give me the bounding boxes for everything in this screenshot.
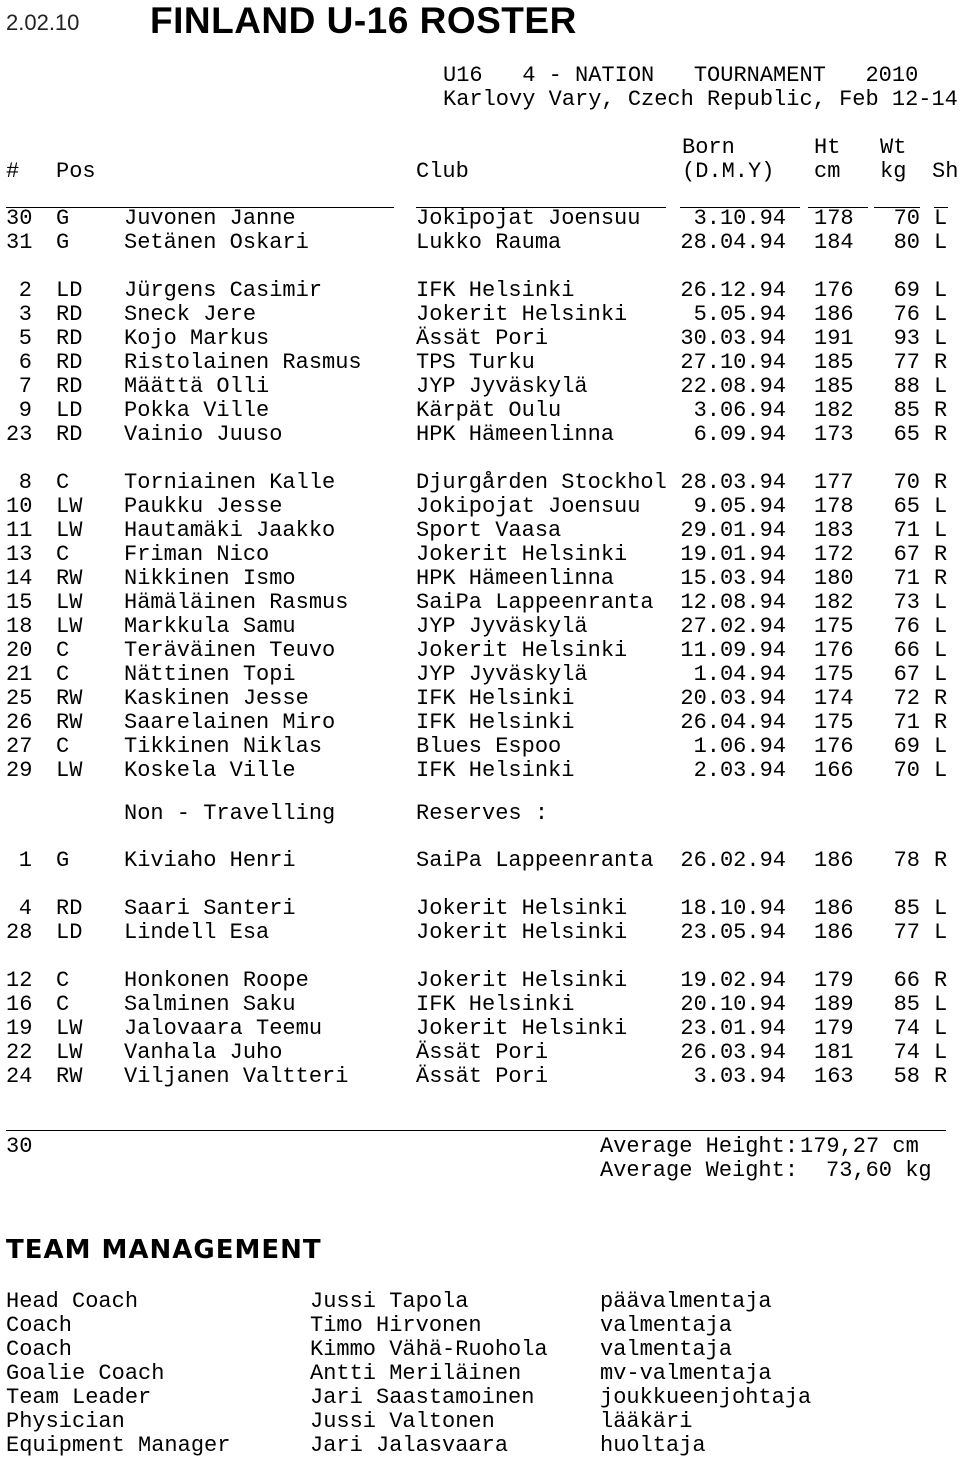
player-club: IFK Helsinki [416,758,575,783]
header-shoots: Sh [932,159,959,184]
staff-role-finnish: huoltaja [600,1433,706,1458]
player-number: 21 [6,662,33,687]
staff-name: Jussi Valtonen [310,1409,495,1434]
player-height: 175 [814,614,854,639]
player-birthdate: 3.03.94 [693,1064,786,1089]
player-birthdate: 3.10.94 [693,206,786,231]
player-club: Sport Vaasa [416,518,562,543]
player-position: RD [56,350,83,375]
player-name: Kaskinen Jesse [124,686,309,711]
player-club: Kärpät Oulu [416,398,562,423]
player-shoots: R [934,686,948,711]
player-club: JYP Jyväskylä [416,662,588,687]
player-position: LW [56,614,83,639]
player-height: 191 [814,326,854,351]
player-name: Ristolainen Rasmus [124,350,362,375]
player-height: 173 [814,422,854,447]
player-height: 175 [814,662,854,687]
player-height: 182 [814,590,854,615]
header-club: Club [416,159,469,184]
staff-role: Equipment Manager [6,1433,231,1458]
player-height: 176 [814,734,854,759]
player-number: 24 [6,1064,33,1089]
player-number: 18 [6,614,33,639]
player-name: Jalovaara Teemu [124,1016,323,1041]
player-weight: 93 [893,326,920,351]
player-name: Kiviaho Henri [124,848,296,873]
player-weight: 72 [893,686,920,711]
player-shoots: L [934,992,948,1017]
player-club: Jokerit Helsinki [416,968,628,993]
player-name: Salminen Saku [124,992,296,1017]
player-birthdate: 29.01.94 [680,518,786,543]
player-weight: 66 [893,968,920,993]
player-club: HPK Hämeenlinna [416,566,615,591]
player-club: Jokerit Helsinki [416,896,628,921]
player-weight: 69 [893,278,920,303]
player-name: Kojo Markus [124,326,270,351]
player-name: Saari Santeri [124,896,296,921]
player-height: 184 [814,230,854,255]
player-shoots: R [934,848,948,873]
player-number: 12 [6,968,33,993]
player-birthdate: 11.09.94 [680,638,786,663]
player-position: RW [56,1064,83,1089]
player-position: G [56,206,70,231]
player-birthdate: 27.10.94 [680,350,786,375]
player-weight: 77 [893,920,920,945]
staff-name: Kimmo Vähä-Ruohola [310,1337,548,1362]
player-club: Ässät Pori [416,1040,549,1065]
player-birthdate: 20.03.94 [680,686,786,711]
player-height: 166 [814,758,854,783]
player-birthdate: 26.04.94 [680,710,786,735]
staff-name: Jari Saastamoinen [310,1385,535,1410]
player-number: 22 [6,1040,33,1065]
player-club: IFK Helsinki [416,710,575,735]
player-height: 179 [814,968,854,993]
player-birthdate: 26.02.94 [680,848,786,873]
player-club: Djurgården Stockhol [416,470,667,495]
player-shoots: L [934,230,948,255]
player-position: LW [56,1016,83,1041]
player-position: G [56,230,70,255]
player-weight: 66 [893,638,920,663]
team-management-title: TEAM MANAGEMENT [6,1235,322,1265]
player-name: Nikkinen Ismo [124,566,296,591]
player-name: Vainio Juuso [124,422,283,447]
player-name: Jürgens Casimir [124,278,323,303]
player-club: SaiPa Lappeenranta [416,590,654,615]
average-weight-value: 73,60 kg [826,1158,932,1183]
player-club: Jokerit Helsinki [416,1016,628,1041]
player-shoots: R [934,1064,948,1089]
player-shoots: L [934,206,948,231]
player-shoots: L [934,734,948,759]
player-height: 189 [814,992,854,1017]
player-number: 26 [6,710,33,735]
player-position: C [56,470,70,495]
player-number: 8 [18,470,32,495]
player-number: 29 [6,758,33,783]
player-name: Markkula Samu [124,614,296,639]
player-height: 179 [814,1016,854,1041]
player-club: Jokerit Helsinki [416,920,628,945]
player-birthdate: 23.05.94 [680,920,786,945]
player-height: 186 [814,920,854,945]
player-weight: 58 [893,1064,920,1089]
player-weight: 71 [893,566,920,591]
average-height-value: 179,27 cm [800,1134,919,1159]
player-number: 25 [6,686,33,711]
player-birthdate: 12.08.94 [680,590,786,615]
player-position: RW [56,710,83,735]
player-shoots: L [934,662,948,687]
player-shoots: L [934,638,948,663]
tournament-name: U16 4 - NATION TOURNAMENT 2010 [443,63,919,88]
player-position: RD [56,302,83,327]
player-height: 186 [814,848,854,873]
player-birthdate: 2.03.94 [693,758,786,783]
player-name: Sneck Jere [124,302,257,327]
player-name: Torniainen Kalle [124,470,336,495]
player-shoots: R [934,398,948,423]
player-birthdate: 28.04.94 [680,230,786,255]
staff-role-finnish: mv-valmentaja [600,1361,772,1386]
player-number: 3 [18,302,32,327]
staff-name: Jussi Tapola [310,1289,469,1314]
player-position: C [56,638,70,663]
player-name: Määttä Olli [124,374,270,399]
player-position: LW [56,1040,83,1065]
player-position: RD [56,422,83,447]
average-height-label: Average Height: [600,1134,799,1159]
player-club: IFK Helsinki [416,686,575,711]
player-birthdate: 23.01.94 [680,1016,786,1041]
staff-name: Jari Jalasvaara [310,1433,509,1458]
player-height: 163 [814,1064,854,1089]
player-name: Koskela Ville [124,758,296,783]
staff-name: Antti Meriläinen [310,1361,522,1386]
player-height: 172 [814,542,854,567]
player-birthdate: 15.03.94 [680,566,786,591]
player-position: LW [56,590,83,615]
player-number: 28 [6,920,33,945]
player-birthdate: 18.10.94 [680,896,786,921]
player-shoots: L [934,302,948,327]
header-height-unit: cm [814,159,841,184]
staff-role-finnish: päävalmentaja [600,1289,772,1314]
player-birthdate: 28.03.94 [680,470,786,495]
staff-role: Physician [6,1409,125,1434]
player-club: Blues Espoo [416,734,562,759]
player-name: Friman Nico [124,542,270,567]
player-number: 11 [6,518,33,543]
player-number: 2 [18,278,32,303]
player-height: 175 [814,710,854,735]
player-position: LD [56,398,83,423]
player-birthdate: 30.03.94 [680,326,786,351]
player-number: 14 [6,566,33,591]
player-shoots: L [934,896,948,921]
player-weight: 74 [893,1040,920,1065]
player-club: Ässät Pori [416,326,549,351]
player-height: 178 [814,494,854,519]
header-born: Born [682,135,735,160]
player-height: 185 [814,374,854,399]
player-shoots: L [934,590,948,615]
player-number: 5 [18,326,32,351]
player-club: Jokipojat Joensuu [416,206,641,231]
player-birthdate: 22.08.94 [680,374,786,399]
header-number: # [6,159,20,184]
player-club: HPK Hämeenlinna [416,422,615,447]
player-height: 183 [814,518,854,543]
player-name: Juvonen Janne [124,206,296,231]
player-position: C [56,662,70,687]
player-club: Jokerit Helsinki [416,638,628,663]
player-birthdate: 1.06.94 [693,734,786,759]
player-position: C [56,734,70,759]
player-number: 19 [6,1016,33,1041]
player-birthdate: 9.05.94 [693,494,786,519]
player-weight: 85 [893,896,920,921]
player-position: LD [56,920,83,945]
player-name: Hämäläinen Rasmus [124,590,349,615]
player-club: Jokipojat Joensuu [416,494,641,519]
player-number: 31 [6,230,33,255]
player-club: JYP Jyväskylä [416,374,588,399]
player-position: LW [56,518,83,543]
player-birthdate: 27.02.94 [680,614,786,639]
player-name: Pokka Ville [124,398,270,423]
player-name: Saarelainen Miro [124,710,336,735]
player-position: C [56,992,70,1017]
player-number: 20 [6,638,33,663]
player-club: IFK Helsinki [416,278,575,303]
player-birthdate: 19.01.94 [680,542,786,567]
player-club: IFK Helsinki [416,992,575,1017]
player-weight: 85 [893,992,920,1017]
player-count: 30 [6,1134,33,1159]
player-birthdate: 26.03.94 [680,1040,786,1065]
player-number: 30 [6,206,33,231]
player-weight: 73 [893,590,920,615]
player-height: 185 [814,350,854,375]
player-weight: 77 [893,350,920,375]
player-weight: 71 [893,710,920,735]
player-position: LW [56,758,83,783]
player-weight: 78 [893,848,920,873]
staff-role: Head Coach [6,1289,139,1314]
player-position: RW [56,686,83,711]
player-number: 27 [6,734,33,759]
player-number: 4 [18,896,32,921]
player-position: RW [56,566,83,591]
player-number: 15 [6,590,33,615]
player-shoots: R [934,422,948,447]
player-club: TPS Turku [416,350,535,375]
player-number: 7 [18,374,32,399]
player-name: Paukku Jesse [124,494,283,519]
player-height: 177 [814,470,854,495]
player-shoots: L [934,1040,948,1065]
staff-role-finnish: joukkueenjohtaja [600,1385,812,1410]
player-club: Jokerit Helsinki [416,542,628,567]
staff-role: Goalie Coach [6,1361,165,1386]
header-position: Pos [56,159,96,184]
player-shoots: L [934,326,948,351]
player-club: JYP Jyväskylä [416,614,588,639]
player-number: 23 [6,422,33,447]
player-weight: 76 [893,302,920,327]
player-number: 10 [6,494,33,519]
player-club: Ässät Pori [416,1064,549,1089]
header-weight-unit: kg [880,159,907,184]
player-shoots: R [934,566,948,591]
player-club: Lukko Rauma [416,230,562,255]
player-number: 16 [6,992,33,1017]
player-shoots: L [934,494,948,519]
average-weight-label: Average Weight: [600,1158,799,1183]
player-shoots: R [934,710,948,735]
staff-role: Team Leader [6,1385,152,1410]
player-shoots: L [934,374,948,399]
header-height: Ht [814,135,841,160]
player-number: 9 [18,398,32,423]
player-weight: 67 [893,542,920,567]
player-height: 180 [814,566,854,591]
player-name: Hautamäki Jaakko [124,518,336,543]
player-name: Nättinen Topi [124,662,296,687]
header-born-format: (D.M.Y) [682,159,775,184]
player-weight: 65 [893,494,920,519]
player-weight: 70 [893,470,920,495]
player-position: RD [56,374,83,399]
player-height: 182 [814,398,854,423]
player-shoots: L [934,518,948,543]
player-position: G [56,848,70,873]
player-name: Honkonen Roope [124,968,309,993]
player-weight: 67 [893,662,920,687]
player-position: C [56,968,70,993]
player-name: Lindell Esa [124,920,270,945]
player-height: 178 [814,206,854,231]
staff-role: Coach [6,1313,73,1338]
player-birthdate: 5.05.94 [693,302,786,327]
player-birthdate: 20.10.94 [680,992,786,1017]
player-shoots: R [934,968,948,993]
player-position: LW [56,494,83,519]
player-name: Teräväinen Teuvo [124,638,336,663]
report-date: 2.02.10 [6,10,80,35]
staff-role: Coach [6,1337,73,1362]
player-club: SaiPa Lappeenranta [416,848,654,873]
player-weight: 70 [893,206,920,231]
player-position: RD [56,326,83,351]
staff-role-finnish: valmentaja [600,1313,733,1338]
player-height: 176 [814,638,854,663]
player-weight: 88 [893,374,920,399]
player-shoots: L [934,1016,948,1041]
tournament-location: Karlovy Vary, Czech Republic, Feb 12-14 [443,87,958,112]
player-weight: 70 [893,758,920,783]
player-weight: 71 [893,518,920,543]
player-name: Vanhala Juho [124,1040,283,1065]
player-name: Tikkinen Niklas [124,734,323,759]
player-position: C [56,542,70,567]
player-birthdate: 19.02.94 [680,968,786,993]
player-number: 6 [18,350,32,375]
page-title: FINLAND U-16 ROSTER [150,0,577,41]
player-weight: 65 [893,422,920,447]
player-shoots: L [934,614,948,639]
player-name: Setänen Oskari [124,230,309,255]
reserves-heading-left: Non - Travelling [124,801,336,826]
player-shoots: L [934,278,948,303]
player-name: Viljanen Valtteri [124,1064,349,1089]
player-birthdate: 3.06.94 [693,398,786,423]
player-weight: 69 [893,734,920,759]
player-weight: 76 [893,614,920,639]
player-height: 186 [814,896,854,921]
staff-name: Timo Hirvonen [310,1313,482,1338]
player-shoots: R [934,542,948,567]
header-weight: Wt [880,135,907,160]
player-shoots: R [934,350,948,375]
player-birthdate: 26.12.94 [680,278,786,303]
player-shoots: L [934,758,948,783]
staff-role-finnish: lääkäri [600,1409,693,1434]
player-birthdate: 1.04.94 [693,662,786,687]
player-number: 13 [6,542,33,567]
player-weight: 74 [893,1016,920,1041]
player-weight: 85 [893,398,920,423]
player-shoots: L [934,920,948,945]
player-position: LD [56,278,83,303]
player-number: 1 [18,848,32,873]
player-height: 176 [814,278,854,303]
player-height: 174 [814,686,854,711]
staff-role-finnish: valmentaja [600,1337,733,1362]
player-position: RD [56,896,83,921]
reserves-heading-right: Reserves : [416,801,549,826]
player-shoots: R [934,470,948,495]
player-height: 186 [814,302,854,327]
player-height: 181 [814,1040,854,1065]
summary-divider [6,1130,946,1131]
player-birthdate: 6.09.94 [693,422,786,447]
player-club: Jokerit Helsinki [416,302,628,327]
player-weight: 80 [893,230,920,255]
